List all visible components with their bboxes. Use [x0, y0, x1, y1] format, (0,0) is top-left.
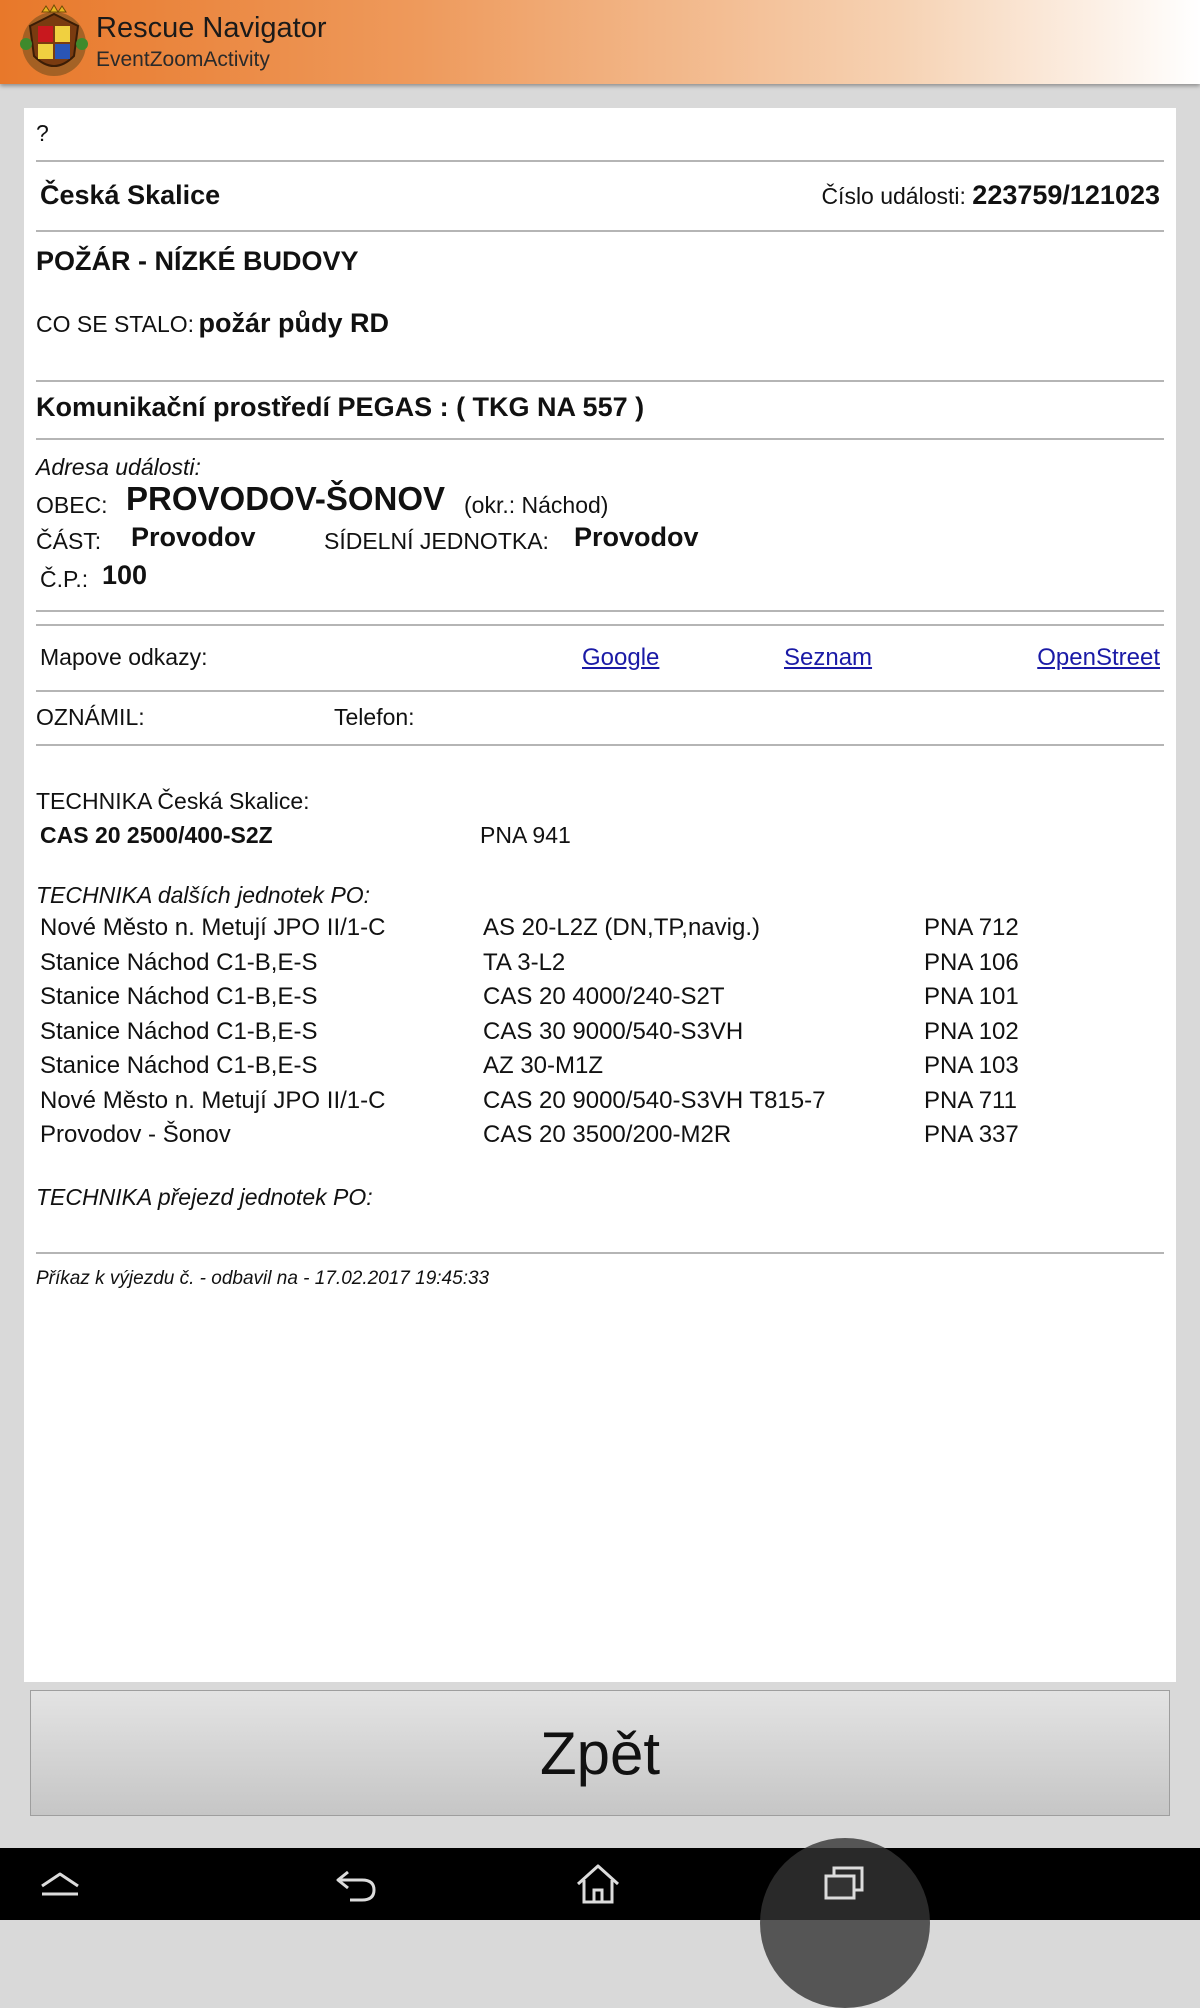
unit-name: Stanice Náchod C1-B,E-S — [40, 1052, 318, 1079]
unit-call-sign: PNA 103 — [924, 1052, 1019, 1079]
transfer-heading: TECHNIKA přejezd jednotek PO: — [36, 1184, 373, 1210]
unit-call-sign: PNA 106 — [924, 948, 1019, 976]
unit-name: Stanice Náchod C1-B,E-S — [40, 1017, 318, 1045]
sidelni-value: Provodov — [574, 522, 699, 552]
unit-name: Nové Město n. Metují JPO II/1-C — [40, 914, 386, 941]
openstreet-map-link[interactable]: OpenStreet — [1037, 644, 1160, 671]
coat-of-arms-icon — [16, 4, 92, 80]
unit-vehicle: CAS 30 9000/540-S3VH — [483, 1017, 744, 1045]
action-bar — [0, 0, 1200, 84]
own-equipment-vehicle: CAS 20 2500/400-S2Z — [40, 822, 273, 848]
own-equipment-call-sign: PNA 941 — [480, 822, 571, 848]
sidelni-label: SÍDELNÍ JEDNOTKA: — [324, 528, 549, 554]
list-item — [40, 949, 1164, 984]
back-icon[interactable] — [296, 1848, 416, 1920]
map-links-label: Mapove odkazy: — [40, 644, 208, 670]
other-units-heading: TECHNIKA dalších jednotek PO: — [36, 882, 371, 908]
cast-value: Provodov — [131, 522, 256, 552]
cp-value: 100 — [102, 560, 148, 590]
obec-value: PROVODOV-ŠONOV — [126, 480, 446, 517]
unit-call-sign: PNA 102 — [924, 1017, 1019, 1045]
unit-name: Stanice Náchod C1-B,E-S — [40, 983, 318, 1010]
divider — [36, 380, 1164, 382]
cp-label: Č.P.: — [40, 566, 89, 592]
unit-vehicle: CAS 20 3500/200-M2R — [483, 1121, 732, 1148]
communication-info: Komunikační prostředí PEGAS : ( TKG NA 557 ) — [36, 392, 645, 422]
unit-call-sign: PNA 712 — [924, 914, 1019, 941]
unit-name: Provodov - Šonov — [40, 1121, 231, 1148]
what-happened-label: CO SE STALO: — [36, 311, 195, 337]
list-item — [40, 983, 1164, 1018]
divider — [36, 690, 1164, 692]
divider — [36, 438, 1164, 440]
event-number-label: Číslo události: — [821, 183, 966, 209]
home-icon[interactable] — [538, 1848, 658, 1920]
divider — [36, 610, 1164, 612]
own-equipment-heading: TECHNIKA Česká Skalice: — [36, 788, 310, 814]
unit-call-sign: PNA 101 — [924, 983, 1019, 1010]
phone-label: Telefon: — [334, 704, 415, 730]
divider — [36, 624, 1164, 626]
other-units-list — [40, 914, 1164, 1156]
unit-name: Stanice Náchod C1-B,E-S — [40, 948, 318, 976]
divider — [36, 744, 1164, 746]
cast-label: ČÁST: — [36, 528, 102, 554]
okres-value: (okr.: Náchod) — [464, 492, 609, 518]
event-type: POŽÁR - NÍZKÉ BUDOVY — [36, 246, 359, 276]
event-number — [821, 180, 1160, 211]
divider — [36, 230, 1164, 232]
unit-vehicle: CAS 20 4000/240-S2T — [483, 983, 725, 1010]
unit-vehicle: CAS 20 9000/540-S3VH T815-7 — [483, 1086, 826, 1114]
divider — [36, 160, 1164, 162]
unit-vehicle: AS 20-L2Z (DN,TP,navig.) — [483, 914, 760, 941]
recent-apps-icon[interactable] — [784, 1848, 904, 1920]
seznam-map-link[interactable]: Seznam — [784, 644, 873, 671]
what-happened — [36, 308, 389, 339]
footer-note: Příkaz k výjezdu č. - odbavil na - 17.02.2017 19:45:33 — [36, 1268, 490, 1289]
list-item — [40, 1087, 1164, 1122]
divider — [36, 1252, 1164, 1254]
google-map-link[interactable]: Google — [582, 644, 660, 671]
unit-vehicle: AZ 30-M1Z — [483, 1052, 604, 1079]
unit-name: Nové Město n. Metují JPO II/1-C — [40, 1086, 386, 1114]
list-item — [40, 1121, 1164, 1156]
unit-call-sign: PNA 711 — [924, 1086, 1017, 1114]
app-title: Rescue Navigator — [96, 12, 327, 44]
list-item — [40, 1018, 1164, 1053]
event-number-value: 223759/121023 — [972, 180, 1160, 210]
what-happened-value: požár půdy RD — [198, 308, 390, 338]
back-button[interactable]: Zpět — [30, 1690, 1170, 1816]
up-arrow-icon[interactable] — [0, 1848, 120, 1920]
address-heading: Adresa události: — [36, 454, 201, 480]
obec-label: OBEC: — [36, 492, 108, 518]
app-subtitle: EventZoomActivity — [96, 48, 270, 71]
unit-vehicle: TA 3-L2 — [483, 948, 566, 976]
top-marker: ? — [36, 120, 49, 146]
station-name: Česká Skalice — [40, 180, 221, 210]
list-item — [40, 1052, 1164, 1087]
event-detail-card — [24, 108, 1176, 1682]
unit-call-sign: PNA 337 — [924, 1121, 1019, 1148]
reporter-label: OZNÁMIL: — [36, 704, 145, 730]
system-nav-bar — [0, 1848, 1200, 1920]
list-item — [40, 914, 1164, 949]
